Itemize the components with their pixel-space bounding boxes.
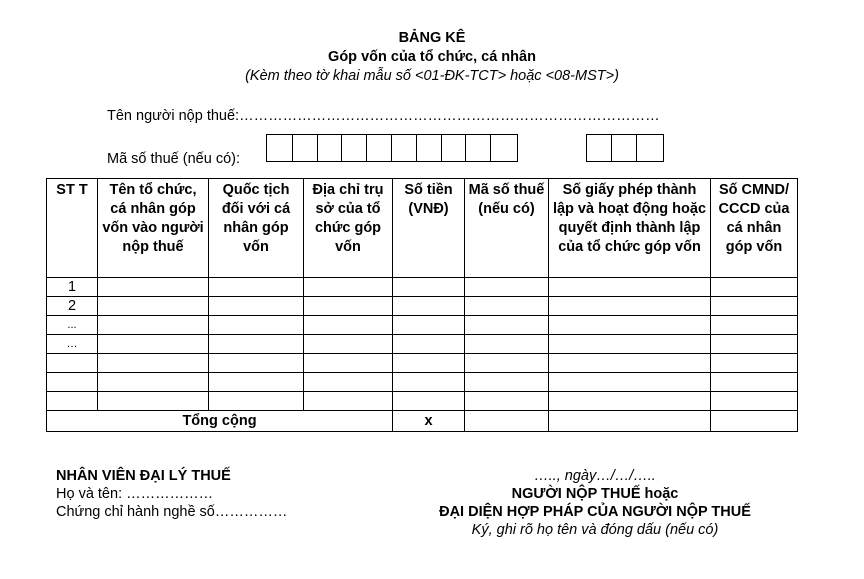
- cell-license[interactable]: [549, 316, 711, 335]
- tax-agent-title: NHÂN VIÊN ĐẠI LÝ THUẾ: [56, 468, 231, 484]
- contribution-table: [46, 178, 798, 432]
- cell-id[interactable]: [711, 278, 798, 297]
- table-row: [47, 316, 798, 335]
- cell-id[interactable]: [711, 316, 798, 335]
- table-row: [47, 278, 798, 297]
- cell-nationality[interactable]: [209, 278, 304, 297]
- cell-stt: [47, 392, 98, 411]
- cell-stt: 2: [47, 297, 98, 316]
- col-header-id-number: Số CMND/ CCCD của cá nhân góp vốn: [711, 179, 798, 278]
- taxpayer-name-field[interactable]: ……………………………………………………………………………: [239, 108, 660, 124]
- col-header-amount: Số tiền (VNĐ): [393, 179, 465, 278]
- cell-license[interactable]: [549, 278, 711, 297]
- total-cell-id: [711, 411, 798, 432]
- taxpayer-name-label: Tên người nộp thuế:: [107, 108, 240, 124]
- cell-id[interactable]: [711, 392, 798, 411]
- signature-instruction: Ký, ghi rõ họ tên và đóng dấu (nếu có): [471, 522, 719, 538]
- tax-code-branch-box[interactable]: [586, 134, 614, 162]
- tax-code-box[interactable]: [465, 134, 493, 162]
- tax-code-box[interactable]: [341, 134, 369, 162]
- cell-address[interactable]: [304, 278, 393, 297]
- table-header-row: [47, 179, 798, 278]
- cell-license[interactable]: [549, 297, 711, 316]
- document-note: (Kèm theo tờ khai mẫu số <01-ĐK-TCT> hoặc <08-MST>): [245, 68, 619, 84]
- col-header-stt: ST T: [47, 179, 98, 278]
- total-cell-tax-code: [465, 411, 549, 432]
- col-header-license-number: Số giấy phép thành lập và hoạt động hoặc quyết định thành lập của tổ chức góp vốn: [549, 179, 711, 278]
- col-header-tax-code: Mã số thuế (nếu có): [465, 179, 549, 278]
- cell-name[interactable]: [98, 392, 209, 411]
- table-row: [47, 297, 798, 316]
- cell-license[interactable]: [549, 392, 711, 411]
- table-row: [47, 354, 798, 373]
- signer-title-line2: ĐẠI DIỆN HỢP PHÁP CỦA NGƯỜI NỘP THUẾ: [439, 504, 751, 520]
- document-subtitle: Góp vốn của tổ chức, cá nhân: [328, 49, 536, 65]
- cell-license[interactable]: [549, 373, 711, 392]
- cell-nationality[interactable]: [209, 335, 304, 354]
- cell-address[interactable]: [304, 392, 393, 411]
- cell-address[interactable]: [304, 373, 393, 392]
- cell-nationality[interactable]: [209, 392, 304, 411]
- cell-nationality[interactable]: [209, 316, 304, 335]
- table-row: [47, 335, 798, 354]
- cell-id[interactable]: [711, 354, 798, 373]
- tax-code-label: Mã số thuế (nếu có):: [107, 151, 240, 167]
- tax-code-box[interactable]: [292, 134, 320, 162]
- cell-address[interactable]: [304, 354, 393, 373]
- cell-name[interactable]: [98, 316, 209, 335]
- tax-code-branch-box[interactable]: [636, 134, 664, 162]
- cell-id[interactable]: [711, 335, 798, 354]
- cell-tax-code[interactable]: [465, 316, 549, 335]
- cell-id[interactable]: [711, 297, 798, 316]
- cell-address[interactable]: [304, 316, 393, 335]
- cell-amount[interactable]: [393, 335, 465, 354]
- cell-stt: [47, 373, 98, 392]
- tax-code-box[interactable]: [366, 134, 394, 162]
- signer-title-line1: NGƯỜI NỘP THUẾ hoặc: [511, 486, 679, 502]
- tax-code-box[interactable]: [490, 134, 518, 162]
- tax-agent-cert-line[interactable]: Chứng chỉ hành nghề số……………: [56, 504, 288, 520]
- tax-agent-signature-block: [56, 467, 287, 521]
- cell-license[interactable]: [549, 335, 711, 354]
- date-line[interactable]: ….., ngày…/…/…..: [534, 468, 656, 484]
- cell-tax-code[interactable]: [465, 278, 549, 297]
- cell-name[interactable]: [98, 373, 209, 392]
- table-row: [47, 392, 798, 411]
- cell-address[interactable]: [304, 297, 393, 316]
- cell-name[interactable]: [98, 297, 209, 316]
- tax-code-box[interactable]: [391, 134, 419, 162]
- total-amount-marker: x: [393, 411, 465, 432]
- cell-stt: …: [47, 335, 98, 354]
- taxpayer-name-row: [107, 108, 660, 124]
- col-header-nationality: Quốc tịch đối với cá nhân góp vốn: [209, 179, 304, 278]
- cell-tax-code[interactable]: [465, 335, 549, 354]
- taxpayer-signature-block: [395, 467, 795, 539]
- cell-name[interactable]: [98, 278, 209, 297]
- cell-id[interactable]: [711, 373, 798, 392]
- total-cell-license: [549, 411, 711, 432]
- cell-name[interactable]: [98, 354, 209, 373]
- cell-name[interactable]: [98, 335, 209, 354]
- cell-license[interactable]: [549, 354, 711, 373]
- col-header-contributor-name: Tên tổ chức, cá nhân góp vốn vào người nộp thuế: [98, 179, 209, 278]
- tax-code-box[interactable]: [416, 134, 444, 162]
- cell-tax-code[interactable]: [465, 297, 549, 316]
- total-row: [47, 411, 798, 432]
- cell-stt: 1: [47, 278, 98, 297]
- cell-amount[interactable]: [393, 392, 465, 411]
- cell-amount[interactable]: [393, 373, 465, 392]
- cell-amount[interactable]: [393, 316, 465, 335]
- cell-tax-code[interactable]: [465, 392, 549, 411]
- cell-amount[interactable]: [393, 354, 465, 373]
- tax-agent-name-line[interactable]: Họ và tên: ………………: [56, 486, 214, 502]
- cell-amount[interactable]: [393, 278, 465, 297]
- cell-tax-code[interactable]: [465, 354, 549, 373]
- cell-stt: [47, 354, 98, 373]
- total-label: Tổng cộng: [47, 411, 393, 432]
- cell-nationality[interactable]: [209, 354, 304, 373]
- document-title: BẢNG KÊ: [398, 30, 466, 46]
- cell-nationality[interactable]: [209, 373, 304, 392]
- cell-nationality[interactable]: [209, 297, 304, 316]
- cell-amount[interactable]: [393, 297, 465, 316]
- cell-address[interactable]: [304, 335, 393, 354]
- tax-code-box[interactable]: [266, 134, 294, 162]
- table-row: [47, 373, 798, 392]
- cell-tax-code[interactable]: [465, 373, 549, 392]
- col-header-address: Địa chỉ trụ sở của tổ chức góp vốn: [304, 179, 393, 278]
- cell-stt: ...: [47, 316, 98, 335]
- tax-code-branch-box[interactable]: [611, 134, 639, 162]
